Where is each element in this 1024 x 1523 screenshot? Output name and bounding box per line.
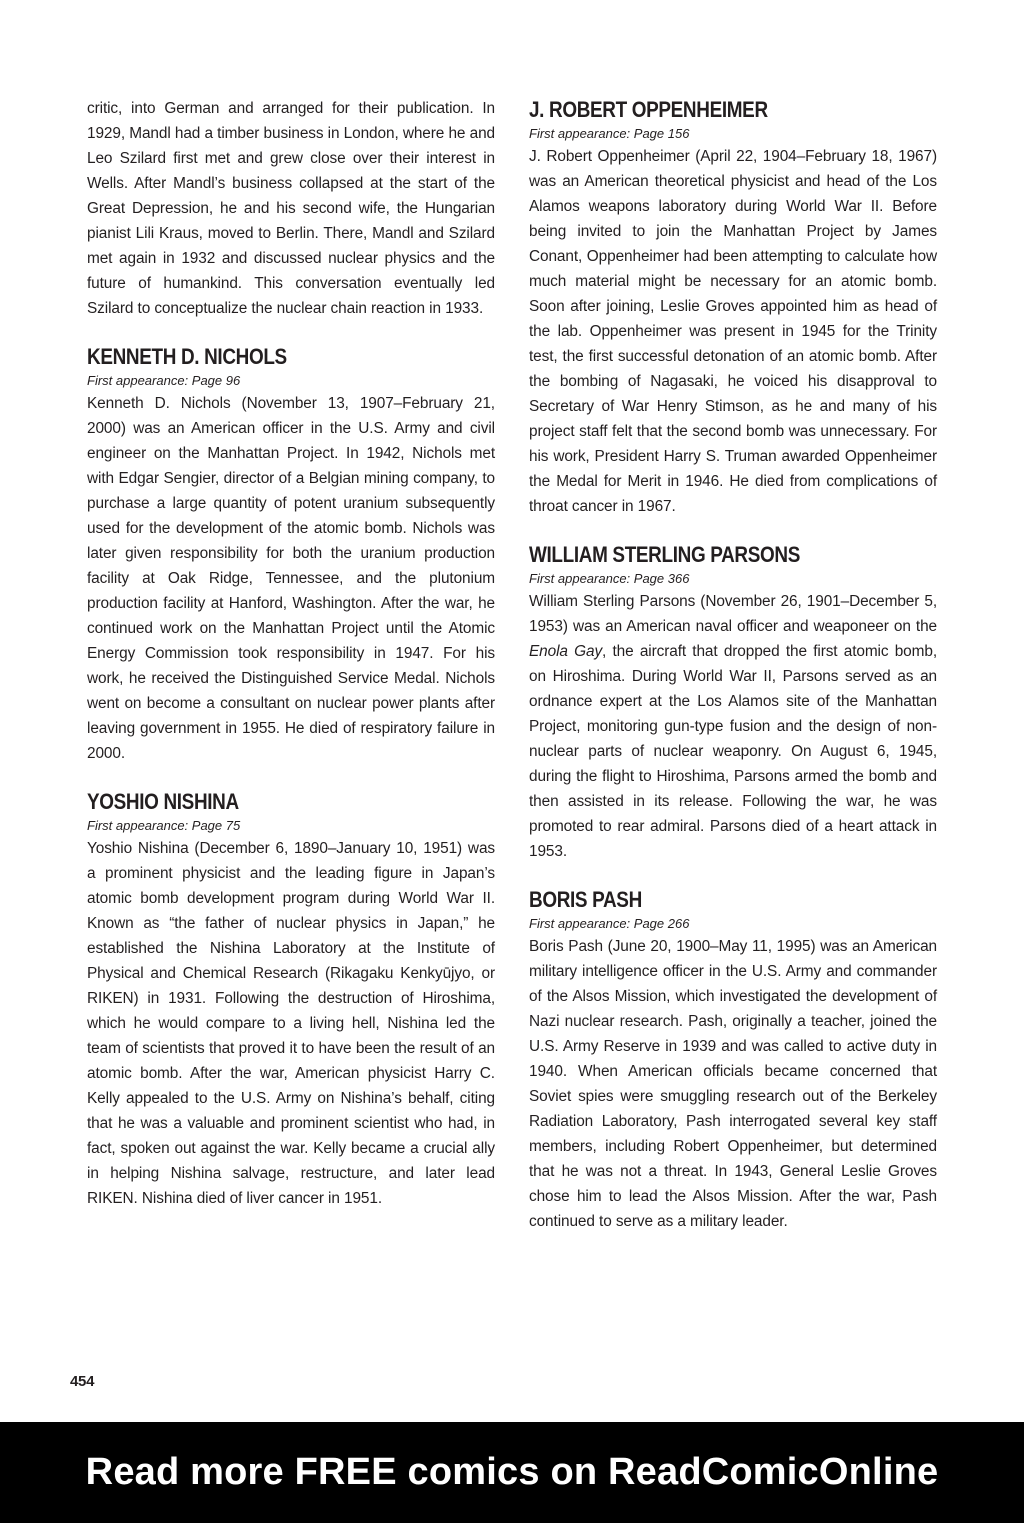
first-appearance: First appearance: Page 75 bbox=[87, 818, 241, 833]
entry-bio bbox=[529, 589, 937, 864]
entry-heading: KENNETH D. NICHOLS bbox=[87, 344, 287, 369]
promo-banner[interactable] bbox=[0, 1422, 1024, 1523]
intro-paragraph: critic, into German and arranged for their publication. In 1929, Mandl had a timber business in London, where he and Leo Szilard first met and grew close over their interest in Wells. After Mandl’s business collapsed at the start of the Great Depression, he and his second wife, the Hungarian pianist Lili Kraus, moved to Berlin. There, Mandl and Szilard met again in 1932 and discussed nuclear physics and the future of humankind. This conversation eventually led Szilard to conceptualize the nuclear chain reaction in 1933. bbox=[87, 100, 495, 317]
page-number: 454 bbox=[70, 1373, 95, 1390]
entry-nichols bbox=[87, 343, 495, 766]
entry-parsons bbox=[529, 541, 937, 864]
entry-heading: WILLIAM STERLING PARSONS bbox=[529, 542, 800, 567]
entry-heading: J. ROBERT OPPENHEIMER bbox=[529, 97, 768, 122]
promo-banner-link[interactable]: Read more FREE comics on ReadComicOnline bbox=[85, 1451, 939, 1493]
entry-bio: Boris Pash (June 20, 1900–May 11, 1995) was an American military intelligence officer in the U.S. Army and commander of the Alsos Mission, which investigated the development of Nazi nuclear research. Pash, originally a teacher, joined the U.S. Army Reserve in 1939 and was called to active duty in 1940. When American officials became concerned that Soviet spies were smuggling research out of the Berkeley Radiation Laboratory, Pash interrogated several key staff members, including Robert Oppenheimer, but determined that he was not a threat. In 1943, General Leslie Groves chose him to lead the Alsos Mission. After the war, Pash continued to serve as a military leader. bbox=[529, 938, 937, 1230]
bio-text: William Sterling Parsons (November 26, 1901–December 5, 1953) was an American naval officer and weaponeer on the bbox=[529, 593, 937, 635]
entry-heading: BORIS PASH bbox=[529, 887, 642, 912]
entry-heading: YOSHIO NISHINA bbox=[87, 789, 239, 814]
first-appearance: First appearance: Page 96 bbox=[87, 373, 241, 388]
entry-bio: Kenneth D. Nichols (November 13, 1907–February 21, 2000) was an American officer in the U.S. Army and civil engineer on the Manhattan Project. In 1942, Nichols met with Edgar Sengier, director of a Belgian mining company, to purchase a large quantity of potent uranium subsequently used for the development of the atomic bomb. Nichols was later given responsibility for both the uranium production facility at Oak Ridge, Tennessee, and the plutonium production facility at Hanford, Washington. After the war, he continued work on the Manhattan Project until the Atomic Energy Commission took responsibility in 1947. For his work, he received the Distinguished Service Medal. Nichols went on become a consultant on nuclear power plants after leaving government in 1955. He died of respiratory failure in 2000. bbox=[87, 395, 495, 762]
entry-oppenheimer bbox=[529, 96, 937, 519]
entry-nishina bbox=[87, 788, 495, 1211]
bio-text: , the aircraft that dropped the first atomic bomb, on Hiroshima. During World War II, Parsons served as an ordnance expert at the Los Alamos site of the Manhattan Project, monitoring gun-type fusion and the design of non-nuclear parts of nuclear weaponry. On August 6, 1945, during the flight to Hiroshima, Parsons armed the bomb and then assisted in its release. Following the war, he was promoted to rear admiral. Parsons died of a heart attack in 1953. bbox=[529, 643, 937, 860]
right-column bbox=[529, 96, 937, 1234]
first-appearance: First appearance: Page 266 bbox=[529, 916, 690, 931]
entry-bio: Yoshio Nishina (December 6, 1890–January 10, 1951) was a prominent physicist and the leading figure in Japan’s atomic bomb development program during World War II. Known as “the father of nuclear physics in Japan,” he established the Nishina Laboratory at the Institute of Physical and Chemical Research (Rikagaku Kenkyūjyo, or RIKEN) in 1931. Following the destruction of Hiroshima, which he would compare to a living hell, Nishina led the team of scientists that proved it to have been the result of an atomic bomb. After the war, American physicist Harry C. Kelly appealed to the U.S. Army on Nishina’s behalf, citing that he was a valuable and prominent scientist who had, in fact, spoken out against the war. Kelly became a crucial ally in helping Nishina salvage, restructure, and later lead RIKEN. Nishina died of liver cancer in 1951. bbox=[87, 840, 495, 1207]
first-appearance: First appearance: Page 156 bbox=[529, 126, 690, 141]
aircraft-name: Enola Gay bbox=[529, 643, 603, 660]
first-appearance: First appearance: Page 366 bbox=[529, 571, 690, 586]
entry-bio: J. Robert Oppenheimer (April 22, 1904–February 18, 1967) was an American theoretical physicist and head of the Los Alamos weapons laboratory during World War II. Before being invited to join the Manhattan Project by James Conant, Oppenheimer had been attempting to calculate how much material might be necessary for an atomic bomb. Soon after joining, Leslie Groves appointed him as head of the lab. Oppenheimer was present in 1945 for the Trinity test, the first successful detonation of an atomic bomb. After the bombing of Nagasaki, he voiced his disapproval to Secretary of War Henry Stimson, as he and many of his project staff felt that the second bomb was unnecessary. For his work, President Harry S. Truman awarded Oppenheimer the Medal for Merit in 1946. He died from complications of throat cancer in 1967. bbox=[529, 148, 937, 515]
entry-pash bbox=[529, 886, 937, 1234]
left-column bbox=[87, 96, 495, 1211]
